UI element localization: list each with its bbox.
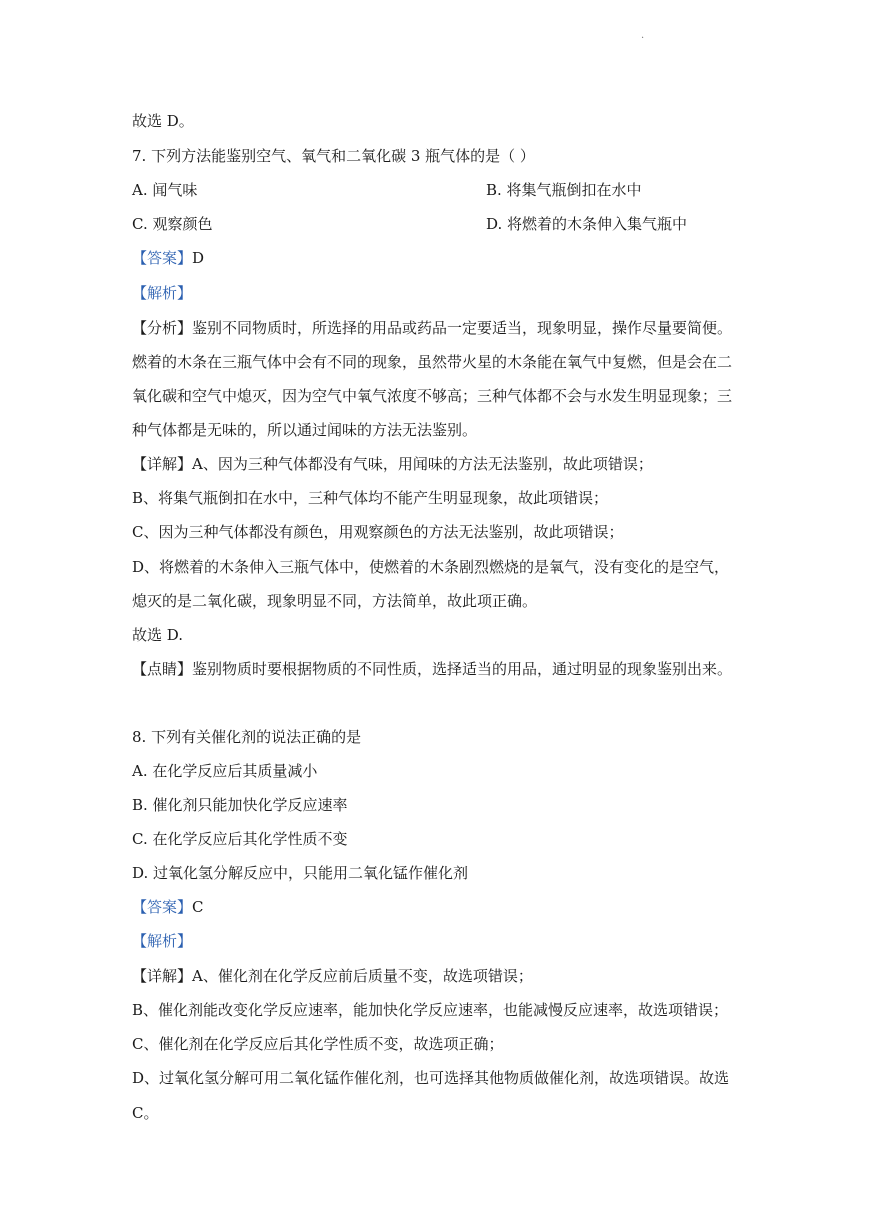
question-7-analysis-para-3: 氧化碳和空气中熄灭，因为空气中氧气浓度不够高；三种气体都不会与水发生明显现象；三 (132, 387, 733, 405)
previous-answer-choice: 故选 D。 (132, 112, 194, 130)
question-7-detail-5: 熄灭的是二氧化碳，现象明显不同，方法简单，故此项正确。 (132, 592, 538, 610)
question-8-stem: 8. 下列有关催化剂的说法正确的是 (132, 728, 362, 746)
question-7-answer (132, 248, 204, 268)
question-8-detail-1 (132, 966, 533, 986)
question-7-option-c: C. 观察颜色 (132, 215, 213, 233)
comment-label: 【点睛】 (132, 660, 193, 678)
question-8-answer (132, 897, 204, 917)
question-7-analysis-para-2: 燃着的木条在三瓶气体中会有不同的现象，虽然带火星的木条能在氧气中复燃，但是会在二 (132, 353, 733, 371)
question-7-comment (132, 659, 732, 679)
question-7-detail-2: B、将集气瓶倒扣在水中，三种气体均不能产生明显现象，故此项错误； (132, 489, 609, 507)
question-8-option-c: C. 在化学反应后其化学性质不变 (132, 830, 348, 848)
analysis-label: 【解析】 (132, 284, 193, 302)
question-7-detail-3: C、因为三种气体都没有颜色，用观察颜色的方法无法鉴别，故此项错误； (132, 523, 624, 541)
question-7-analysis-para-1 (132, 318, 732, 338)
comment-text: 鉴别物质时要根据物质的不同性质，选择适当的用品，通过明显的现象鉴别出来。 (192, 660, 733, 678)
answer-label: 【答案】 (132, 249, 193, 267)
answer-label: 【答案】 (132, 898, 193, 916)
question-7-option-b: B. 将集气瓶倒扣在水中 (486, 181, 642, 199)
header-mark: . (641, 30, 645, 41)
analysis-label: 【解析】 (132, 932, 193, 950)
question-8-option-a: A. 在化学反应后其质量减小 (132, 762, 318, 780)
detail-label: 【详解】 (132, 455, 193, 473)
answer-value: C (192, 898, 204, 916)
detail-text: A、因为三种气体都没有气味，用闻味的方法无法鉴别，故此项错误； (192, 455, 653, 473)
answer-value: D (192, 249, 205, 267)
analysis-text: 鉴别不同物质时，所选择的用品或药品一定要适当，现象明显，操作尽量要简便。 (192, 319, 733, 337)
question-7-stem: 7. 下列方法能鉴别空气、氧气和二氧化碳 3 瓶气体的是（ ） (132, 147, 535, 165)
question-7-analysis-heading (132, 283, 192, 303)
question-8-detail-2: B、催化剂能改变化学反应速率，能加快化学反应速率，也能减慢反应速率，故选项错误； (132, 1001, 729, 1019)
analysis-sub-label: 【分析】 (132, 319, 193, 337)
question-7-option-d: D. 将燃着的木条伸入集气瓶中 (486, 215, 688, 233)
question-7-detail-1 (132, 454, 653, 474)
question-8-analysis-heading (132, 931, 192, 951)
detail-text: A、催化剂在化学反应前后质量不变，故选项错误； (192, 967, 533, 985)
question-8-detail-5: C。 (132, 1104, 159, 1122)
question-7-detail-4: D、将燃着的木条伸入三瓶气体中，使燃着的木条剧烈燃烧的是氧气，没有变化的是空气， (132, 558, 730, 576)
question-7-analysis-para-4: 种气体都是无味的，所以通过闻味的方法无法鉴别。 (132, 421, 478, 439)
question-8-option-b: B. 催化剂只能加快化学反应速率 (132, 796, 348, 814)
question-7-option-a: A. 闻气味 (132, 181, 198, 199)
question-8-detail-4: D、过氧化氢分解可用二氧化锰作催化剂，也可选择其他物质做催化剂，故选项错误。故选 (132, 1069, 730, 1087)
question-7-choice: 故选 D. (132, 626, 184, 644)
question-8-detail-3: C、催化剂在化学反应后其化学性质不变，故选项正确； (132, 1035, 504, 1053)
question-8-option-d: D. 过氧化氢分解反应中，只能用二氧化锰作催化剂 (132, 864, 469, 882)
detail-label: 【详解】 (132, 967, 193, 985)
